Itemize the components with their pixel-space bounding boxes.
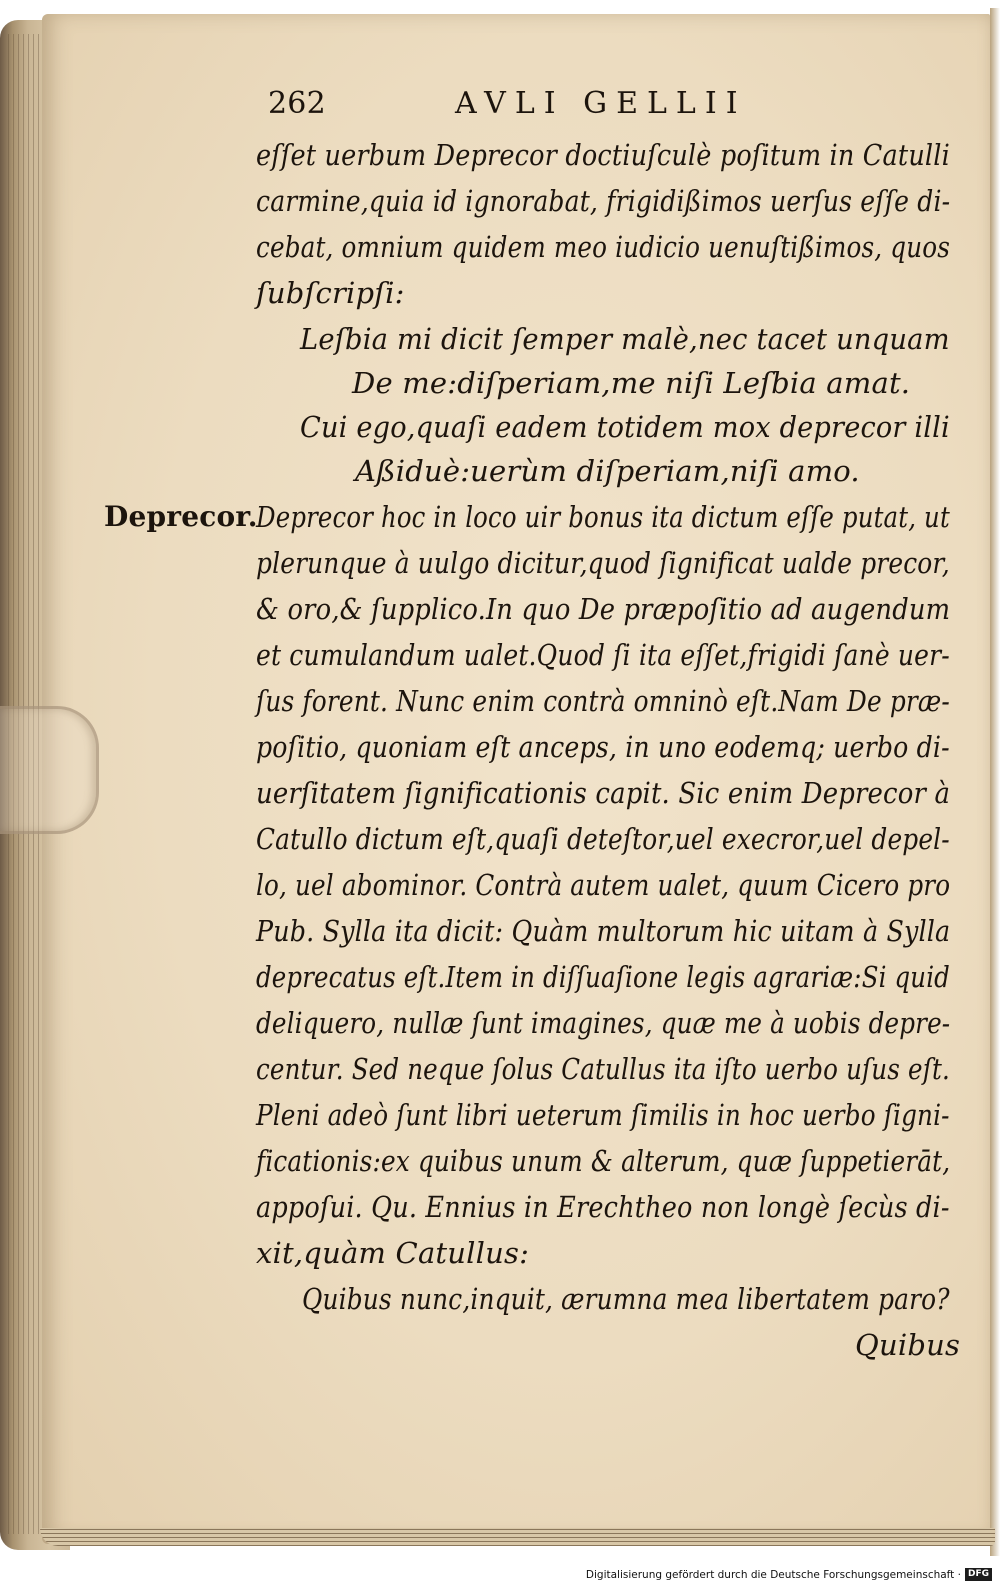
page-number: 262 [268,86,326,121]
body-line: ficationis:ex quibus unum & alterum, quæ ſuppetierāt, [256,1144,951,1178]
body-line: deprecatus eſt.Item in diſſuaſione legis agrariæ:Si quid [256,960,950,994]
body-line: poſitio, quoniam eſt anceps, in uno eodemq; uerbo di- [256,730,950,764]
body-line: Catullo dictum eſt,quaſi deteſtor,uel execror,uel depel- [256,822,950,856]
page-clip [0,706,99,834]
body-line: xit,quàm Catullus: [256,1236,530,1270]
body-line: ſus forent. Nunc enim contrà omninò eſt.Nam De præ- [256,684,950,718]
verse-line: Cui ego,quaſi eadem totidem mox deprecor illi [300,410,950,444]
dfg-logo: DFG [965,1568,992,1581]
body-line: lo, uel abominor. Contrà autem ualet, quum Cicero pro [256,868,951,902]
body-line: Pleni adeò ſunt libri ueterum ſimilis in hoc uerbo ſigni- [256,1098,950,1132]
body-line: Deprecor hoc in loco uir bonus ita dictum eſſe putat, ut [256,500,950,534]
body-line: plerunque à uulgo dicitur,quod ſignificat ualde precor, [256,546,950,580]
bottom-page-edge [40,1528,995,1546]
body-line: Pub. Sylla ita dicit: Quàm multorum hic uitam à Sylla [256,914,951,948]
verse-line: Leſbia mi dicit ſemper malè,nec tacet unquam [300,322,950,356]
right-page-edge [990,8,1000,1556]
body-line: centur. Sed neque ſolus Catullus ita iſto uerbo uſus eſt. [256,1052,950,1086]
verse-line: Quibus nunc,inquit, ærumna mea libertatem paro? [302,1282,950,1316]
body-line: ſubſcripſi: [256,276,405,310]
body-line: appoſui. Qu. Ennius in Erechtheo non longè ſecùs di- [256,1190,950,1224]
body-line: deliquero, nullæ ſunt imagines, quæ me à uobis depre- [256,1006,951,1040]
body-line: eſſet uerbum Deprecor doctiuſculè poſitum in Catulli [256,138,950,172]
footer-credit-text: Digitalisierung gefördert durch die Deutsche Forschungsgemeinschaft · [585,1568,961,1581]
verse-line: De me:diſperiam,me niſi Leſbia amat. [352,366,911,400]
body-line: et cumulandum ualet.Quod ſi ita eſſet,frigidi ſanè uer- [256,638,950,672]
body-line: uerſitatem ſignificationis capit. Sic enim Deprecor à [256,776,951,810]
running-head: AVLI GELLII [455,86,747,121]
body-line: & oro,& ſupplico.In quo De præpoſitio ad augendum [256,592,951,626]
catchword: Quibus [855,1328,961,1362]
body-line: carmine,quia id ignorabat, frigidißimos uerſus eſſe di- [256,184,951,218]
margin-note: Deprecor. [104,500,258,533]
body-line: cebat, omnium quidem meo iudicio uenuſtißimos, quos [256,230,951,264]
verse-line: Aßiduè:uerùm diſperiam,niſi amo. [355,454,860,488]
digitization-credit [586,1568,992,1581]
